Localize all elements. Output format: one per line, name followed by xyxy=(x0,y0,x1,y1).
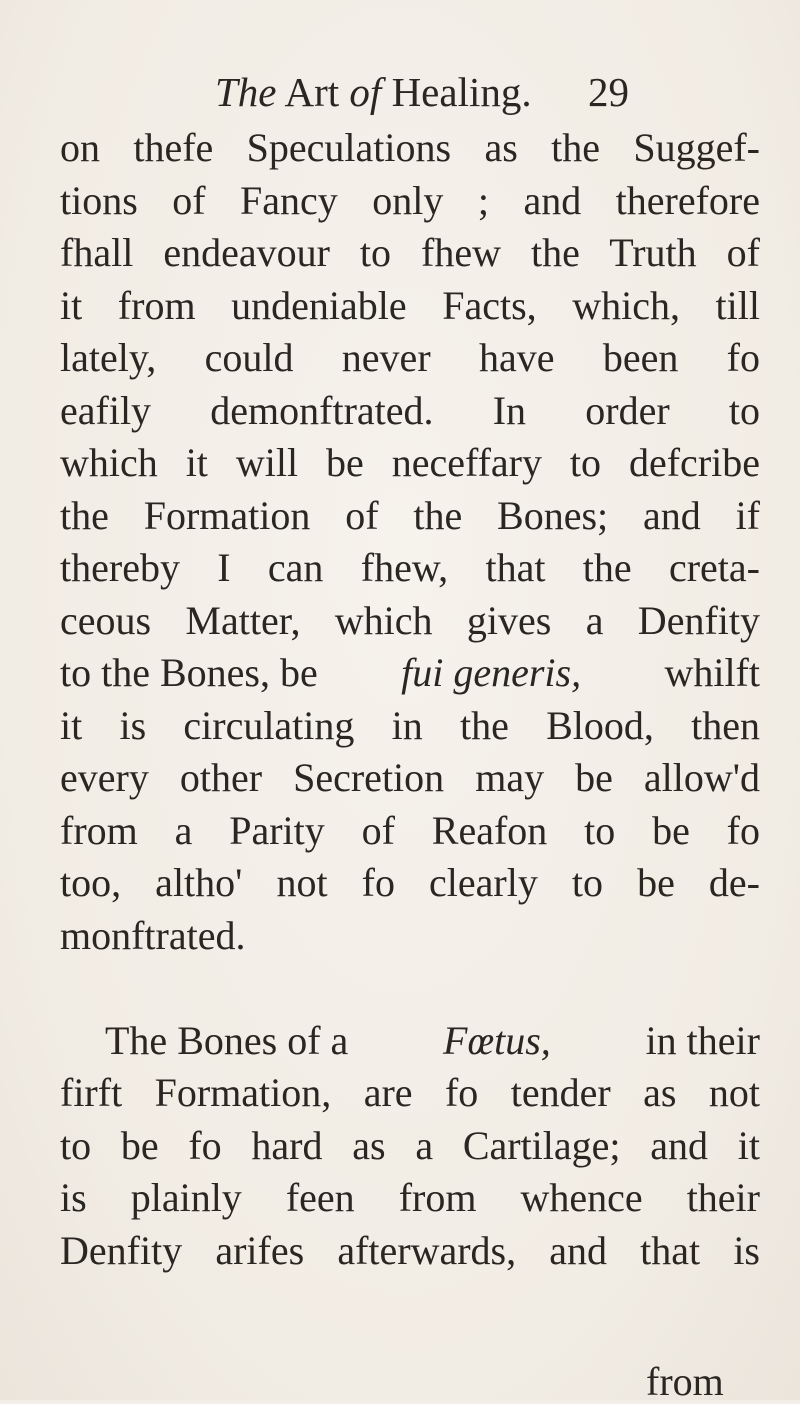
text-line-fui-generis: to the Bones, be fui generis, whilft xyxy=(60,647,760,700)
text-line-foetus: The Bones of a Fœtus, in their xyxy=(60,1015,760,1068)
text-line: to be fo hard as a Cartilage; and it xyxy=(60,1122,760,1168)
text-line: it from undeniable Facts, which, till xyxy=(60,282,760,328)
text-line: the Formation of the Bones; and if xyxy=(60,492,760,538)
body-text xyxy=(60,122,760,1277)
running-head-art: Art xyxy=(284,69,340,115)
running-head-of: of xyxy=(349,69,382,115)
italic-fui-generis: fui generis, xyxy=(401,650,582,695)
text-line: too, altho' not fo clearly to be de- xyxy=(60,860,760,905)
running-head-the: The xyxy=(215,69,277,115)
text-line: Denfity arifes afterwards, and that is xyxy=(60,1227,760,1273)
page-number: 29 xyxy=(588,69,629,115)
italic-foetus: Fœtus, xyxy=(443,1017,551,1063)
text-line: which it will be neceffary to defcribe xyxy=(60,440,760,485)
paragraph-gap xyxy=(60,962,760,1015)
catchword: from xyxy=(646,1359,724,1404)
text-line: every other Secretion may be allow'd xyxy=(60,755,760,800)
running-head-healing: Healing. xyxy=(391,69,532,115)
text-line: firft Formation, are fo tender as not xyxy=(60,1070,760,1115)
text-line: lately, could never have been fo xyxy=(60,335,760,380)
text-line: thereby I can fhew, that the creta- xyxy=(60,545,760,590)
text-line: from a Parity of Reafon to be fo xyxy=(60,807,760,853)
text-line: ceous Matter, which gives a Denfity xyxy=(60,597,760,643)
text-line: is plainly feen from whence their xyxy=(60,1175,760,1220)
text-line: monftrated. xyxy=(60,912,246,958)
text-line: fhall endeavour to fhew the Truth of xyxy=(60,230,760,275)
text-line: eafily demonftrated. In order to xyxy=(60,387,760,433)
text-line: it is circulating in the Blood, then xyxy=(60,702,760,748)
text-line: on thefe Speculations as the Suggef- xyxy=(60,125,760,170)
text-line: tions of Fancy only ; and therefore xyxy=(60,177,760,223)
